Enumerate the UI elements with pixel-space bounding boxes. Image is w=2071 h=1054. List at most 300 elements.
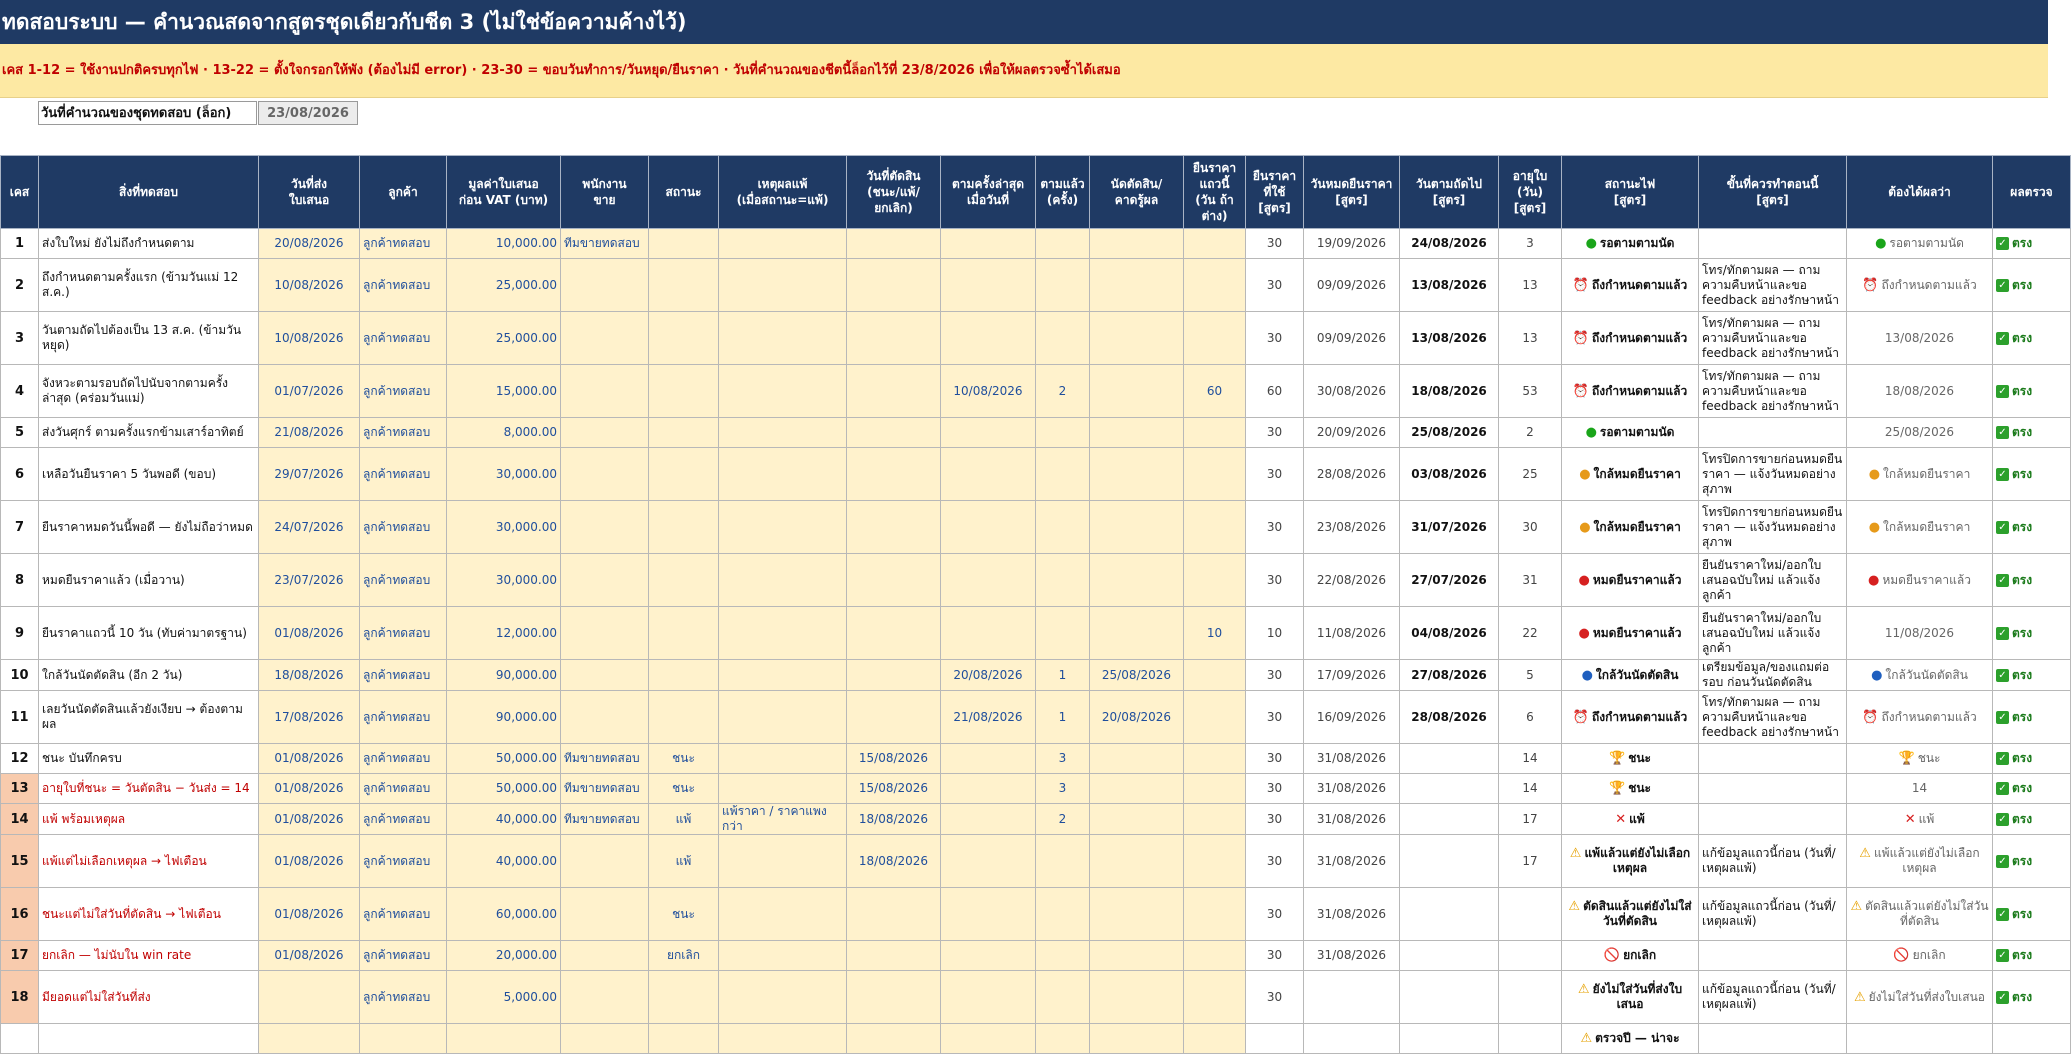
decided-date-cell[interactable]: 15/08/2026 — [847, 744, 941, 774]
customer-cell[interactable]: ลูกค้าทดสอบ — [360, 501, 447, 554]
test-description: เลยวันนัดตัดสินแล้วยังเงียบ → ต้องตามผล — [39, 691, 259, 744]
quote-value-cell[interactable]: 5,000.00 — [447, 971, 561, 1024]
loss-reason-cell[interactable] — [719, 835, 847, 888]
quote-value-cell[interactable]: 12,000.00 — [447, 607, 561, 660]
validity-override-cell[interactable] — [1184, 691, 1246, 744]
last-followup-cell[interactable] — [941, 607, 1036, 660]
validity-override-cell[interactable] — [1184, 259, 1246, 312]
loss-reason-cell[interactable] — [719, 971, 847, 1024]
status-light-cell: ⏰ ถึงกำหนดตามแล้ว — [1562, 312, 1699, 365]
followup-count-cell[interactable] — [1036, 448, 1090, 501]
check-result-cell: ✓ ตรง — [1993, 554, 2071, 607]
next-followup-cell — [1400, 774, 1499, 804]
expiry-date-cell: 31/08/2026 — [1304, 941, 1400, 971]
sent-date-cell[interactable] — [259, 1024, 360, 1054]
quote-value-cell[interactable]: 30,000.00 — [447, 501, 561, 554]
status-cell[interactable] — [649, 418, 719, 448]
last-followup-cell[interactable] — [941, 774, 1036, 804]
sent-date-cell[interactable]: 01/08/2026 — [259, 888, 360, 941]
validity-override-cell[interactable]: 10 — [1184, 607, 1246, 660]
loss-reason-cell[interactable] — [719, 448, 847, 501]
loss-reason-cell[interactable] — [719, 691, 847, 744]
next-step-cell: แก้ข้อมูลแถวนี้ก่อน (วันที่/เหตุผลแพ้) — [1699, 835, 1847, 888]
validity-used-cell: 30 — [1246, 554, 1304, 607]
validity-used-cell: 30 — [1246, 229, 1304, 259]
followup-count-cell[interactable]: 3 — [1036, 774, 1090, 804]
validity-used-cell: 60 — [1246, 365, 1304, 418]
lock-date-value[interactable]: 23/08/2026 — [258, 101, 358, 125]
decision-appointment-cell[interactable] — [1090, 418, 1184, 448]
customer-cell[interactable]: ลูกค้าทดสอบ — [360, 229, 447, 259]
customer-cell[interactable]: ลูกค้าทดสอบ — [360, 448, 447, 501]
followup-count-cell[interactable]: 1 — [1036, 660, 1090, 691]
next-step-cell — [1699, 1024, 1847, 1054]
decided-date-cell[interactable] — [847, 448, 941, 501]
status-cell[interactable] — [649, 259, 719, 312]
next-followup-cell: 13/08/2026 — [1400, 259, 1499, 312]
loss-reason-cell[interactable] — [719, 259, 847, 312]
case-number — [1, 1024, 39, 1054]
sent-date-cell[interactable]: 17/08/2026 — [259, 691, 360, 744]
status-cell[interactable] — [649, 1024, 719, 1054]
last-followup-cell[interactable]: 21/08/2026 — [941, 691, 1036, 744]
column-header: วันหมดยืนราคา [สูตร] — [1304, 156, 1400, 229]
salesperson-cell[interactable] — [561, 418, 649, 448]
decision-appointment-cell[interactable] — [1090, 229, 1184, 259]
status-light-cell: ● รอตามตามนัด — [1562, 418, 1699, 448]
customer-cell[interactable]: ลูกค้าทดสอบ — [360, 660, 447, 691]
loss-reason-cell[interactable] — [719, 660, 847, 691]
last-followup-cell[interactable] — [941, 259, 1036, 312]
last-followup-cell[interactable] — [941, 744, 1036, 774]
status-light-cell: ● หมดยืนราคาแล้ว — [1562, 554, 1699, 607]
expected-result-cell: ✕ แพ้ — [1847, 804, 1993, 835]
salesperson-cell[interactable] — [561, 660, 649, 691]
followup-count-cell[interactable] — [1036, 418, 1090, 448]
decision-appointment-cell[interactable] — [1090, 607, 1184, 660]
last-followup-cell[interactable] — [941, 1024, 1036, 1054]
quote-value-cell[interactable]: 90,000.00 — [447, 660, 561, 691]
loss-reason-cell[interactable] — [719, 744, 847, 774]
customer-cell[interactable]: ลูกค้าทดสอบ — [360, 312, 447, 365]
sent-date-cell[interactable]: 01/08/2026 — [259, 941, 360, 971]
validity-override-cell[interactable] — [1184, 744, 1246, 774]
status-icon: ⚠ — [1580, 1031, 1593, 1046]
loss-reason-cell[interactable] — [719, 554, 847, 607]
sent-date-cell[interactable]: 10/08/2026 — [259, 259, 360, 312]
loss-reason-cell[interactable] — [719, 312, 847, 365]
expected-result-cell: ⚠ แพ้แล้วแต่ยังไม่เลือกเหตุผล — [1847, 835, 1993, 888]
quote-value-cell[interactable]: 25,000.00 — [447, 312, 561, 365]
validity-override-cell[interactable] — [1184, 835, 1246, 888]
quote-value-cell[interactable]: 50,000.00 — [447, 774, 561, 804]
status-cell[interactable] — [649, 607, 719, 660]
status-cell[interactable] — [649, 365, 719, 418]
last-followup-cell[interactable] — [941, 448, 1036, 501]
sent-date-cell[interactable]: 01/08/2026 — [259, 804, 360, 835]
test-description: มียอดแต่ไม่ใส่วันที่ส่ง — [39, 971, 259, 1024]
sent-date-cell[interactable]: 23/07/2026 — [259, 554, 360, 607]
sent-date-cell[interactable]: 21/08/2026 — [259, 418, 360, 448]
customer-cell[interactable]: ลูกค้าทดสอบ — [360, 774, 447, 804]
quote-age-cell: 3 — [1499, 229, 1562, 259]
last-followup-cell[interactable]: 10/08/2026 — [941, 365, 1036, 418]
status-light-cell: 🚫 ยกเลิก — [1562, 941, 1699, 971]
salesperson-cell[interactable] — [561, 365, 649, 418]
column-header: นัดตัดสิน/ คาดรู้ผล — [1090, 156, 1184, 229]
decided-date-cell[interactable] — [847, 1024, 941, 1054]
decided-date-cell[interactable] — [847, 554, 941, 607]
decision-appointment-cell[interactable]: 25/08/2026 — [1090, 660, 1184, 691]
quote-value-cell[interactable]: 20,000.00 — [447, 941, 561, 971]
decision-appointment-cell[interactable] — [1090, 312, 1184, 365]
sent-date-cell[interactable]: 24/07/2026 — [259, 501, 360, 554]
decided-date-cell[interactable]: 18/08/2026 — [847, 835, 941, 888]
status-cell[interactable] — [649, 554, 719, 607]
decision-appointment-cell[interactable] — [1090, 804, 1184, 835]
last-followup-cell[interactable] — [941, 554, 1036, 607]
sent-date-cell[interactable]: 18/08/2026 — [259, 660, 360, 691]
validity-override-cell[interactable]: 60 — [1184, 365, 1246, 418]
salesperson-cell[interactable] — [561, 835, 649, 888]
next-step-cell: ยืนยันราคาใหม่/ออกใบเสนอฉบับใหม่ แล้วแจ้งลูกค้า — [1699, 607, 1847, 660]
check-result-cell: ✓ ตรง — [1993, 744, 2071, 774]
customer-cell[interactable]: ลูกค้าทดสอบ — [360, 365, 447, 418]
expected-result-cell: ● ใกล้หมดยืนราคา — [1847, 448, 1993, 501]
column-header: พนักงาน ขาย — [561, 156, 649, 229]
quote-value-cell[interactable]: 60,000.00 — [447, 888, 561, 941]
decision-appointment-cell[interactable] — [1090, 971, 1184, 1024]
sent-date-cell[interactable]: 01/08/2026 — [259, 744, 360, 774]
status-light-cell: ⏰ ถึงกำหนดตามแล้ว — [1562, 691, 1699, 744]
validity-used-cell: 30 — [1246, 941, 1304, 971]
test-description: หมดยืนราคาแล้ว (เมื่อวาน) — [39, 554, 259, 607]
expiry-date-cell — [1304, 1024, 1400, 1054]
check-result-cell: ✓ ตรง — [1993, 941, 2071, 971]
decided-date-cell[interactable] — [847, 888, 941, 941]
salesperson-cell[interactable] — [561, 554, 649, 607]
last-followup-cell[interactable] — [941, 229, 1036, 259]
salesperson-cell[interactable] — [561, 1024, 649, 1054]
decided-date-cell[interactable] — [847, 971, 941, 1024]
case-number: 15 — [1, 835, 39, 888]
decided-date-cell[interactable]: 18/08/2026 — [847, 804, 941, 835]
salesperson-cell[interactable]: ทีมขายทดสอบ — [561, 229, 649, 259]
expiry-date-cell: 23/08/2026 — [1304, 501, 1400, 554]
salesperson-cell[interactable] — [561, 312, 649, 365]
decided-date-cell[interactable] — [847, 229, 941, 259]
status-icon: ● — [1868, 572, 1880, 588]
validity-override-cell[interactable] — [1184, 312, 1246, 365]
status-icon: ● — [1868, 519, 1881, 535]
decision-appointment-cell[interactable]: 20/08/2026 — [1090, 691, 1184, 744]
decision-appointment-cell[interactable] — [1090, 835, 1184, 888]
decided-date-cell[interactable] — [847, 312, 941, 365]
check-icon: ✓ — [1996, 426, 2009, 439]
last-followup-cell[interactable] — [941, 835, 1036, 888]
quote-value-cell[interactable]: 10,000.00 — [447, 229, 561, 259]
decision-appointment-cell[interactable] — [1090, 554, 1184, 607]
check-icon: ✓ — [1996, 521, 2009, 534]
followup-count-cell[interactable] — [1036, 888, 1090, 941]
status-icon: ● — [1579, 466, 1591, 482]
salesperson-cell[interactable]: ทีมขายทดสอบ — [561, 744, 649, 774]
decided-date-cell[interactable] — [847, 365, 941, 418]
check-icon: ✓ — [1996, 574, 2009, 587]
sent-date-cell[interactable]: 10/08/2026 — [259, 312, 360, 365]
customer-cell[interactable]: ลูกค้าทดสอบ — [360, 971, 447, 1024]
quote-value-cell[interactable]: 90,000.00 — [447, 691, 561, 744]
followup-count-cell[interactable] — [1036, 971, 1090, 1024]
decided-date-cell[interactable] — [847, 418, 941, 448]
loss-reason-cell[interactable] — [719, 365, 847, 418]
status-icon: ⚠ — [1850, 899, 1863, 914]
case-number: 13 — [1, 774, 39, 804]
salesperson-cell[interactable] — [561, 448, 649, 501]
followup-count-cell[interactable] — [1036, 1024, 1090, 1054]
check-result-cell: ✓ ตรง — [1993, 835, 2071, 888]
customer-cell[interactable]: ลูกค้าทดสอบ — [360, 941, 447, 971]
status-icon: ⚠ — [1853, 989, 1866, 1005]
status-icon: 🏆 — [1609, 781, 1626, 796]
customer-cell[interactable]: ลูกค้าทดสอบ — [360, 835, 447, 888]
loss-reason-cell[interactable] — [719, 1024, 847, 1054]
followup-count-cell[interactable] — [1036, 312, 1090, 365]
salesperson-cell[interactable] — [561, 259, 649, 312]
status-cell[interactable] — [649, 229, 719, 259]
case-number: 3 — [1, 312, 39, 365]
sent-date-cell[interactable]: 20/08/2026 — [259, 229, 360, 259]
status-cell[interactable] — [649, 971, 719, 1024]
next-followup-cell: 27/08/2026 — [1400, 660, 1499, 691]
customer-cell[interactable]: ลูกค้าทดสอบ — [360, 259, 447, 312]
expected-result-cell: ● ใกล้วันนัดตัดสิน — [1847, 660, 1993, 691]
customer-cell[interactable]: ลูกค้าทดสอบ — [360, 888, 447, 941]
sent-date-cell[interactable]: 01/08/2026 — [259, 774, 360, 804]
salesperson-cell[interactable] — [561, 691, 649, 744]
decided-date-cell[interactable] — [847, 259, 941, 312]
validity-override-cell[interactable] — [1184, 660, 1246, 691]
last-followup-cell[interactable]: 20/08/2026 — [941, 660, 1036, 691]
next-step-cell — [1699, 418, 1847, 448]
customer-cell[interactable] — [360, 1024, 447, 1054]
loss-reason-cell[interactable] — [719, 418, 847, 448]
status-cell[interactable] — [649, 448, 719, 501]
column-header: อายุใบ (วัน) [สูตร] — [1499, 156, 1562, 229]
decision-appointment-cell[interactable] — [1090, 1024, 1184, 1054]
loss-reason-cell[interactable] — [719, 229, 847, 259]
quote-value-cell[interactable]: 25,000.00 — [447, 259, 561, 312]
customer-cell[interactable]: ลูกค้าทดสอบ — [360, 418, 447, 448]
next-followup-cell: 28/08/2026 — [1400, 691, 1499, 744]
loss-reason-cell[interactable] — [719, 774, 847, 804]
followup-count-cell[interactable]: 1 — [1036, 691, 1090, 744]
validity-override-cell[interactable] — [1184, 554, 1246, 607]
decided-date-cell[interactable] — [847, 660, 941, 691]
customer-cell[interactable]: ลูกค้าทดสอบ — [360, 744, 447, 774]
status-cell[interactable] — [649, 691, 719, 744]
validity-override-cell[interactable] — [1184, 1024, 1246, 1054]
decision-appointment-cell[interactable] — [1090, 259, 1184, 312]
status-cell[interactable]: ชนะ — [649, 744, 719, 774]
column-header: ลูกค้า — [360, 156, 447, 229]
expiry-date-cell: 22/08/2026 — [1304, 554, 1400, 607]
validity-override-cell[interactable] — [1184, 418, 1246, 448]
sent-date-cell[interactable] — [259, 971, 360, 1024]
last-followup-cell[interactable] — [941, 418, 1036, 448]
quote-value-cell[interactable]: 8,000.00 — [447, 418, 561, 448]
followup-count-cell[interactable]: 2 — [1036, 365, 1090, 418]
next-followup-cell: 27/07/2026 — [1400, 554, 1499, 607]
salesperson-cell[interactable]: ทีมขายทดสอบ — [561, 804, 649, 835]
status-cell[interactable]: แพ้ — [649, 804, 719, 835]
quote-value-cell[interactable]: 50,000.00 — [447, 744, 561, 774]
status-cell[interactable] — [649, 501, 719, 554]
quote-value-cell[interactable]: 40,000.00 — [447, 804, 561, 835]
validity-used-cell: 30 — [1246, 501, 1304, 554]
followup-count-cell[interactable] — [1036, 835, 1090, 888]
next-followup-cell: 25/08/2026 — [1400, 418, 1499, 448]
next-followup-cell — [1400, 1024, 1499, 1054]
next-step-cell: แก้ข้อมูลแถวนี้ก่อน (วันที่/เหตุผลแพ้) — [1699, 888, 1847, 941]
decision-appointment-cell[interactable] — [1090, 941, 1184, 971]
test-description — [39, 1024, 259, 1054]
quote-value-cell[interactable]: 30,000.00 — [447, 554, 561, 607]
followup-count-cell[interactable] — [1036, 607, 1090, 660]
expected-result-cell: ⚠ ตัดสินแล้วแต่ยังไม่ใส่วันที่ตัดสิน — [1847, 888, 1993, 941]
quote-value-cell[interactable]: 15,000.00 — [447, 365, 561, 418]
last-followup-cell[interactable] — [941, 941, 1036, 971]
validity-override-cell[interactable] — [1184, 888, 1246, 941]
validity-override-cell[interactable] — [1184, 971, 1246, 1024]
validity-override-cell[interactable] — [1184, 804, 1246, 835]
quote-value-cell[interactable]: 40,000.00 — [447, 835, 561, 888]
decision-appointment-cell[interactable] — [1090, 744, 1184, 774]
loss-reason-cell[interactable] — [719, 607, 847, 660]
decision-appointment-cell[interactable] — [1090, 365, 1184, 418]
salesperson-cell[interactable]: ทีมขายทดสอบ — [561, 774, 649, 804]
customer-cell[interactable]: ลูกค้าทดสอบ — [360, 554, 447, 607]
loss-reason-cell[interactable] — [719, 941, 847, 971]
last-followup-cell[interactable] — [941, 312, 1036, 365]
salesperson-cell[interactable] — [561, 941, 649, 971]
next-step-cell: โทร/ทักตามผล — ถามความคืบหน้าและขอ feedback อย่างรักษาหน้า — [1699, 365, 1847, 418]
decision-appointment-cell[interactable] — [1090, 501, 1184, 554]
decided-date-cell[interactable] — [847, 941, 941, 971]
validity-override-cell[interactable] — [1184, 448, 1246, 501]
status-cell[interactable] — [649, 312, 719, 365]
status-cell[interactable]: ชนะ — [649, 888, 719, 941]
decided-date-cell[interactable] — [847, 691, 941, 744]
quote-value-cell[interactable]: 30,000.00 — [447, 448, 561, 501]
decided-date-cell[interactable] — [847, 607, 941, 660]
column-header: เคส — [1, 156, 39, 229]
last-followup-cell[interactable] — [941, 971, 1036, 1024]
loss-reason-cell[interactable]: แพ้ราคา / ราคาแพงกว่า — [719, 804, 847, 835]
sent-date-cell[interactable]: 01/08/2026 — [259, 835, 360, 888]
salesperson-cell[interactable] — [561, 607, 649, 660]
case-number: 5 — [1, 418, 39, 448]
validity-override-cell[interactable] — [1184, 941, 1246, 971]
quote-value-cell[interactable] — [447, 1024, 561, 1054]
decision-appointment-cell[interactable] — [1090, 448, 1184, 501]
customer-cell[interactable]: ลูกค้าทดสอบ — [360, 607, 447, 660]
followup-count-cell[interactable] — [1036, 229, 1090, 259]
check-icon: ✓ — [1996, 279, 2009, 292]
validity-override-cell[interactable] — [1184, 229, 1246, 259]
column-header: ขั้นที่ควรทำตอนนี้ [สูตร] — [1699, 156, 1847, 229]
decision-appointment-cell[interactable] — [1090, 774, 1184, 804]
validity-override-cell[interactable] — [1184, 501, 1246, 554]
sent-date-cell[interactable]: 01/08/2026 — [259, 607, 360, 660]
followup-count-cell[interactable]: 2 — [1036, 804, 1090, 835]
quote-age-cell: 53 — [1499, 365, 1562, 418]
customer-cell[interactable]: ลูกค้าทดสอบ — [360, 804, 447, 835]
next-step-cell: โทร/ทักตามผล — ถามความคืบหน้าและขอ feedback อย่างรักษาหน้า — [1699, 259, 1847, 312]
followup-count-cell[interactable] — [1036, 941, 1090, 971]
column-header: มูลค่าใบเสนอ ก่อน VAT (บาท) — [447, 156, 561, 229]
status-icon: ⏰ — [1862, 277, 1879, 293]
decided-date-cell[interactable] — [847, 501, 941, 554]
customer-cell[interactable]: ลูกค้าทดสอบ — [360, 691, 447, 744]
check-icon: ✓ — [1996, 627, 2009, 640]
followup-count-cell[interactable] — [1036, 259, 1090, 312]
status-icon: ● — [1875, 236, 1887, 251]
status-cell[interactable]: ชนะ — [649, 774, 719, 804]
case-number: 16 — [1, 888, 39, 941]
next-followup-cell: 18/08/2026 — [1400, 365, 1499, 418]
table-row — [1, 941, 2071, 971]
status-cell[interactable] — [649, 660, 719, 691]
next-followup-cell: 13/08/2026 — [1400, 312, 1499, 365]
table-row — [1, 888, 2071, 941]
followup-count-cell[interactable]: 3 — [1036, 744, 1090, 774]
validity-override-cell[interactable] — [1184, 774, 1246, 804]
status-cell[interactable]: แพ้ — [649, 835, 719, 888]
last-followup-cell[interactable] — [941, 501, 1036, 554]
column-header: สถานะ — [649, 156, 719, 229]
case-number: 12 — [1, 744, 39, 774]
check-result-cell: ✓ ตรง — [1993, 418, 2071, 448]
case-number: 2 — [1, 259, 39, 312]
followup-count-cell[interactable] — [1036, 554, 1090, 607]
sent-date-cell[interactable]: 01/07/2026 — [259, 365, 360, 418]
case-number: 18 — [1, 971, 39, 1024]
salesperson-cell[interactable] — [561, 888, 649, 941]
decision-appointment-cell[interactable] — [1090, 888, 1184, 941]
expiry-date-cell: 17/09/2026 — [1304, 660, 1400, 691]
last-followup-cell[interactable] — [941, 888, 1036, 941]
loss-reason-cell[interactable] — [719, 501, 847, 554]
validity-used-cell: 30 — [1246, 835, 1304, 888]
salesperson-cell[interactable] — [561, 971, 649, 1024]
sent-date-cell[interactable]: 29/07/2026 — [259, 448, 360, 501]
followup-count-cell[interactable] — [1036, 501, 1090, 554]
decided-date-cell[interactable]: 15/08/2026 — [847, 774, 941, 804]
next-followup-cell — [1400, 888, 1499, 941]
status-icon: ● — [1868, 466, 1881, 482]
expected-result-cell: ⏰ ถึงกำหนดตามแล้ว — [1847, 259, 1993, 312]
quote-age-cell: 2 — [1499, 418, 1562, 448]
salesperson-cell[interactable] — [561, 501, 649, 554]
case-number: 14 — [1, 804, 39, 835]
next-followup-cell: 24/08/2026 — [1400, 229, 1499, 259]
case-number: 7 — [1, 501, 39, 554]
status-light-cell: ● รอตามตามนัด — [1562, 229, 1699, 259]
loss-reason-cell[interactable] — [719, 888, 847, 941]
last-followup-cell[interactable] — [941, 804, 1036, 835]
status-cell[interactable]: ยกเลิก — [649, 941, 719, 971]
